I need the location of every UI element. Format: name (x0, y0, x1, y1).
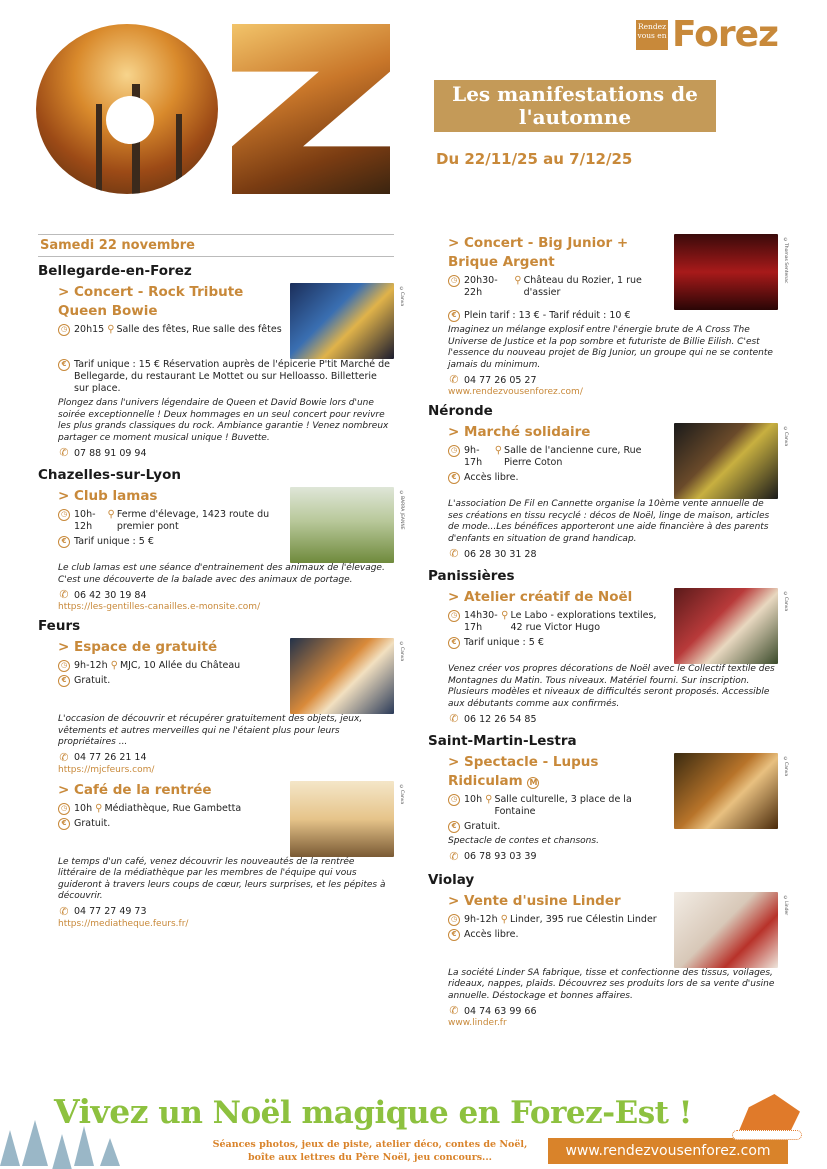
christmas-craft-photo (674, 588, 778, 664)
phone-icon: ✆ (59, 446, 69, 459)
event-card: > Marché solidaire ◷ 9h-17h ⚲ Salle de l'ancienne cure, Rue Pierre Coton € Accès libre. ©Canva L'association De Fil en Cannette organise la 10ème vente annuelle de ses créations en tissu recyclé : décos de Noël, linge de maison, articles de mode...Les bénéfices apporteront une aide financière à des parents d'enfants en situation de grand handicap. ✆ 06 28 30 31 28 (448, 424, 788, 560)
location-pin-icon: ⚲ (501, 610, 509, 621)
event-description: Imaginez un mélange explosif entre l'énergie brute de A Cross The Universe de Justice et la pop sombre et futuriste de Billie Eilish. C'est l'essence du nouveau projet de Big Junior, un groupe qui ne se contente jamais du minimum. (448, 325, 773, 370)
euro-icon: € (448, 310, 460, 322)
event-card: > Atelier créatif de Noël ◷ 14h30-17h ⚲ Le Labo - explorations textiles, 42 rue Victor Hugo € Tarif unique : 5 € ©Canva Venez créer vos propres décorations de Noël avec le Collectif textile des Montagnes du Matin. Tous niveaux. Matériel fourni. Sur inscription. Plusieurs modèles et niveaux de difficultés seront proposés. Accessible aux débutants comme aux confirmés. ✆ 06 12 26 54 85 (448, 589, 788, 725)
phone-icon: ✆ (449, 1004, 459, 1017)
event-title[interactable]: > Concert - Big Junior + Brique Argent (448, 235, 629, 270)
band-photo (674, 234, 778, 310)
storybook-photo (674, 753, 778, 829)
santa-hat-trim (732, 1130, 802, 1140)
photo-credit: ©Canva (399, 784, 404, 804)
footer-title: Vivez un Noël magique en Forez-Est ! (54, 1092, 692, 1131)
clock-icon: ◷ (448, 610, 460, 622)
phone-number[interactable]: 04 77 26 21 14 (74, 752, 147, 763)
location-pin-icon: ⚲ (107, 509, 115, 520)
phone-icon: ✆ (449, 712, 459, 725)
town-heading: Saint-Martin-Lestra (428, 733, 577, 749)
event-description: Le temps d'un café, venez découvrir les nouveautés de la rentrée littéraire de la médiathèque par les membres de l'équipe qui vous guideront à travers leurs coups de cœur, leurs surprises, et les pépites à découvrir. (58, 856, 386, 901)
phone-number[interactable]: 04 77 26 05 27 (464, 374, 537, 386)
event-card: > Club lamas ◷ 10h-12h ⚲ Ferme d'élevage, 1423 route du premier pont € Tarif unique : 5 € ©BARRA JEANNE Le club lamas est une séance d'entrainement des animaux de l'élevage. C'est une découverte de la balade avec des animaux de portage. ✆ 06 42 30 19 84 https://les-gentilles-canailles.e-monsite.com/ (58, 488, 404, 612)
euro-icon: € (448, 929, 460, 941)
event-title[interactable]: > Espace de gratuité (58, 639, 218, 655)
photo-credit: ©Linder (783, 895, 788, 915)
pine-tree-icon (100, 1138, 120, 1166)
phone-icon: ✆ (449, 547, 459, 560)
event-description: Le club lamas est une séance d'entrainement des animaux de l'élevage. C'est une découverte de la balade avec des animaux de portage. (58, 563, 385, 585)
event-description: La société Linder SA fabrique, tisse et confectionne des tissus, voilages, rideaux, nappes, plaids. Découvrez ses produits lors de sa vente d'usine annuelle. Déstockage et bonnes affaires. (448, 967, 775, 1001)
event-card: > Concert - Rock Tribute Queen Bowie ◷ 20h15 ⚲ Salle des fêtes, Rue salle des fêtes ©Canva € Tarif unique : 15 € Réservation auprès de l'épicerie P'tit Marché de Bellegarde, du restaurant Le Mottet ou sur Helloasso. Billetterie sur place. Plongez dans l'univers légendaire de Queen et David Bowie lors d'une soirée exceptionnelle ! Deux hommages en un seul concert pour revivre les plus grands classiques du rock. Ambiance garantie ! Venez nombreux partager ce moment musical unique ! Buvette. ✆ 07 88 91 09 94 (58, 284, 404, 459)
bedroom-textile-photo (674, 892, 778, 968)
photo-credit: ©Thomas Sentenac (783, 238, 788, 284)
phone-number[interactable]: 06 78 93 03 39 (464, 851, 537, 862)
footer-website-link[interactable]: www.rendezvousenforez.com (548, 1138, 788, 1164)
event-title[interactable]: > Atelier créatif de Noël (448, 589, 633, 605)
clock-icon: ◷ (58, 324, 70, 336)
event-card: > Spectacle - Lupus Ridiculam M ◷ 10h ⚲ Salle culturelle, 3 place de la Fontaine € Gratuit. Spectacle de contes et chansons. ✆ 06 78 93 03 39 ©Canva (448, 754, 788, 863)
photo-credit: ©Canva (783, 592, 788, 612)
header-photo-z (232, 24, 390, 194)
town-heading: Panissières (428, 568, 515, 584)
phone-icon: ✆ (59, 588, 69, 601)
euro-icon: € (58, 359, 70, 371)
location-pin-icon: ⚲ (485, 794, 493, 805)
photo-credit: ©Canva (399, 287, 404, 307)
phone-icon: ✆ (59, 904, 69, 918)
clock-icon: ◷ (58, 803, 70, 815)
page-title: Les manifestations de l'automne (434, 80, 716, 132)
photo-credit: ©Canva (783, 757, 788, 777)
left-column (38, 234, 404, 935)
clock-icon: ◷ (58, 509, 70, 521)
photo-credit: ©Canva (783, 427, 788, 447)
clock-icon: ◷ (448, 914, 460, 926)
euro-icon: € (58, 675, 70, 687)
right-column (428, 234, 788, 1034)
phone-icon: ✆ (449, 373, 459, 386)
phone-icon: ✆ (449, 849, 459, 863)
euro-icon: € (448, 637, 460, 649)
phone-number[interactable]: 06 12 26 54 85 (464, 713, 537, 725)
coffee-book-photo (290, 781, 394, 857)
event-description: L'association De Fil en Cannette organise la 10ème vente annuelle de ses créations en tissu recyclé : décos de Noël, linge de maison, articles de mode...Les bénéfices apporteront une aide financière à des parents d'enfants en situation de grand handicap. (448, 499, 770, 544)
website-link[interactable]: www.rendezvousenforez.com/ (448, 387, 583, 397)
footer-subtitle: Séances photos, jeux de piste, atelier déco, contes de Noël, boîte aux lettres du Père Noël, jeu concours... (212, 1139, 528, 1163)
location-pin-icon: ⚲ (95, 802, 103, 814)
event-card: > Vente d'usine Linder ◷ 9h-12h ⚲ Linder, 395 rue Célestin Linder € Accès libre. ©Linder La société Linder SA fabrique, tisse et confectionne des tissus, voilages, rideaux, nappes, plaids. Découvrez ses produits lors de sa vente d'usine annuelle. Déstockage et bonnes affaires. ✆ 04 74 63 99 66 www.linder.fr (448, 892, 788, 1028)
website-link[interactable]: https://mediatheque.feurs.fr/ (58, 918, 189, 929)
event-title[interactable]: > Vente d'usine Linder (448, 892, 621, 909)
location-pin-icon: ⚲ (514, 275, 522, 286)
llama-photo (290, 487, 394, 563)
event-title[interactable]: > Café de la rentrée (58, 781, 212, 798)
phone-number[interactable]: 06 42 30 19 84 (74, 589, 147, 601)
phone-number[interactable]: 04 74 63 99 66 (464, 1005, 537, 1017)
clock-icon: ◷ (58, 660, 70, 672)
event-title[interactable]: > Marché solidaire (448, 424, 591, 440)
clock-icon: ◷ (448, 275, 460, 287)
phone-icon: ✆ (59, 750, 69, 764)
town-heading: Bellegarde-en-Forez (38, 263, 192, 279)
event-card: > Concert - Big Junior + Brique Argent ◷ 20h30-22h ⚲ Château du Rozier, 1 rue d'assier ©Thomas Sentenac € Plein tarif : 13 € - Tarif réduit : 10 € Imaginez un mélange explosif entre l'énergie brute de A Cross The Universe de Justice et la pop sombre et futuriste de Billie Eilish. C'est l'essence du nouveau projet de Big Junior, un groupe qui ne se contente jamais du minimum. ✆ 04 77 26 05 27 www.rendezvousenforez.com/ (448, 235, 788, 397)
location-pin-icon: ⚲ (500, 913, 508, 925)
event-description: Plongez dans l'univers légendaire de Queen et David Bowie lors d'une soirée exceptionnelle ! Deux hommages en un seul concert pour revivre les plus grands classiques du rock. Ambiance garantie ! Venez nombreux partager ce moment musical unique ! Buvette. (58, 398, 389, 443)
concert-photo (290, 283, 394, 359)
location-pin-icon: ⚲ (107, 324, 115, 335)
euro-icon: € (448, 821, 460, 833)
pine-tree-icon (22, 1120, 48, 1166)
location-pin-icon: ⚲ (110, 660, 118, 671)
clock-icon: ◷ (448, 794, 460, 806)
event-title[interactable]: > Concert - Rock Tribute Queen Bowie (58, 284, 244, 319)
website-link[interactable]: https://les-gentilles-canailles.e-monsite.com/ (58, 602, 261, 612)
pine-tree-icon (74, 1126, 94, 1166)
clock-icon: ◷ (448, 445, 460, 457)
town-heading: Feurs (38, 618, 81, 634)
euro-icon: € (58, 818, 70, 830)
phone-number[interactable]: 04 77 27 49 73 (74, 906, 147, 917)
sewing-photo (674, 423, 778, 499)
location-pin-icon: ⚲ (494, 445, 503, 456)
logo-rendez-vous: Rendez vous en (636, 20, 668, 50)
day-heading: Samedi 22 novembre (38, 234, 394, 257)
town-heading: Chazelles-sur-Lyon (38, 467, 181, 483)
mediatheque-icon: M (527, 777, 539, 789)
town-heading: Néronde (428, 403, 493, 419)
pine-tree-icon (52, 1134, 72, 1169)
header-o-hole (106, 96, 154, 144)
website-link[interactable]: https://mjcfeurs.com/ (58, 764, 155, 775)
event-title[interactable]: > Spectacle - Lupus Ridiculam M (448, 754, 599, 789)
event-description: L'occasion de découvrir et récupérer gratuitement des objets, jeux, vêtements et autres merveilles qui ne l'étaient plus pour leurs propriétaires ... (58, 714, 363, 747)
date-range: Du 22/11/25 au 7/12/25 (436, 150, 633, 168)
photo-credit: ©BARRA JEANNE (399, 491, 404, 530)
town-heading: Violay (428, 871, 475, 888)
euro-icon: € (448, 472, 460, 484)
event-card: > Espace de gratuité ◷ 9h-12h ⚲ MJC, 10 Allée du Château € Gratuit. ©Canva L'occasion de découvrir et récupérer gratuitement des objets, jeux, vêtements et autres merveilles qui ne l'étaient plus pour leurs propriétaires ... ✆ 04 77 26 21 14 https://mjcfeurs.com/ (58, 639, 404, 775)
website-link[interactable]: www.linder.fr (448, 1018, 507, 1028)
event-card: > Café de la rentrée ◷ 10h ⚲ Médiathèque, Rue Gambetta € Gratuit. ©Canva Le temps d'un café, venez découvrir les nouveautés de la rentrée littéraire de la médiathèque par les membres de l'équipe qui vous guideront à travers leurs coups de cœur, leurs surprises, et les pépites à découvrir. ✆ 04 77 27 49 73 https://mediatheque.feurs.fr/ (58, 781, 404, 929)
photo-credit: ©Canva (399, 642, 404, 662)
event-description: Spectacle de contes et chansons. (448, 836, 599, 846)
phone-number[interactable]: 06 28 30 31 28 (464, 548, 537, 560)
phone-number[interactable]: 07 88 91 09 94 (74, 447, 147, 459)
logo-forez: Forez (672, 14, 778, 55)
pine-tree-icon (0, 1130, 20, 1166)
euro-icon: € (58, 536, 70, 548)
free-exchange-photo (290, 638, 394, 714)
event-description: Venez créer vos propres décorations de Noël avec le Collectif textile des Montagnes du Matin. Tous niveaux. Matériel fourni. Sur inscription. Plusieurs modèles et niveaux de difficultés seront proposés. Accessible aux débutants comme aux confirmés. (448, 664, 775, 709)
event-title[interactable]: > Club lamas (58, 488, 158, 504)
